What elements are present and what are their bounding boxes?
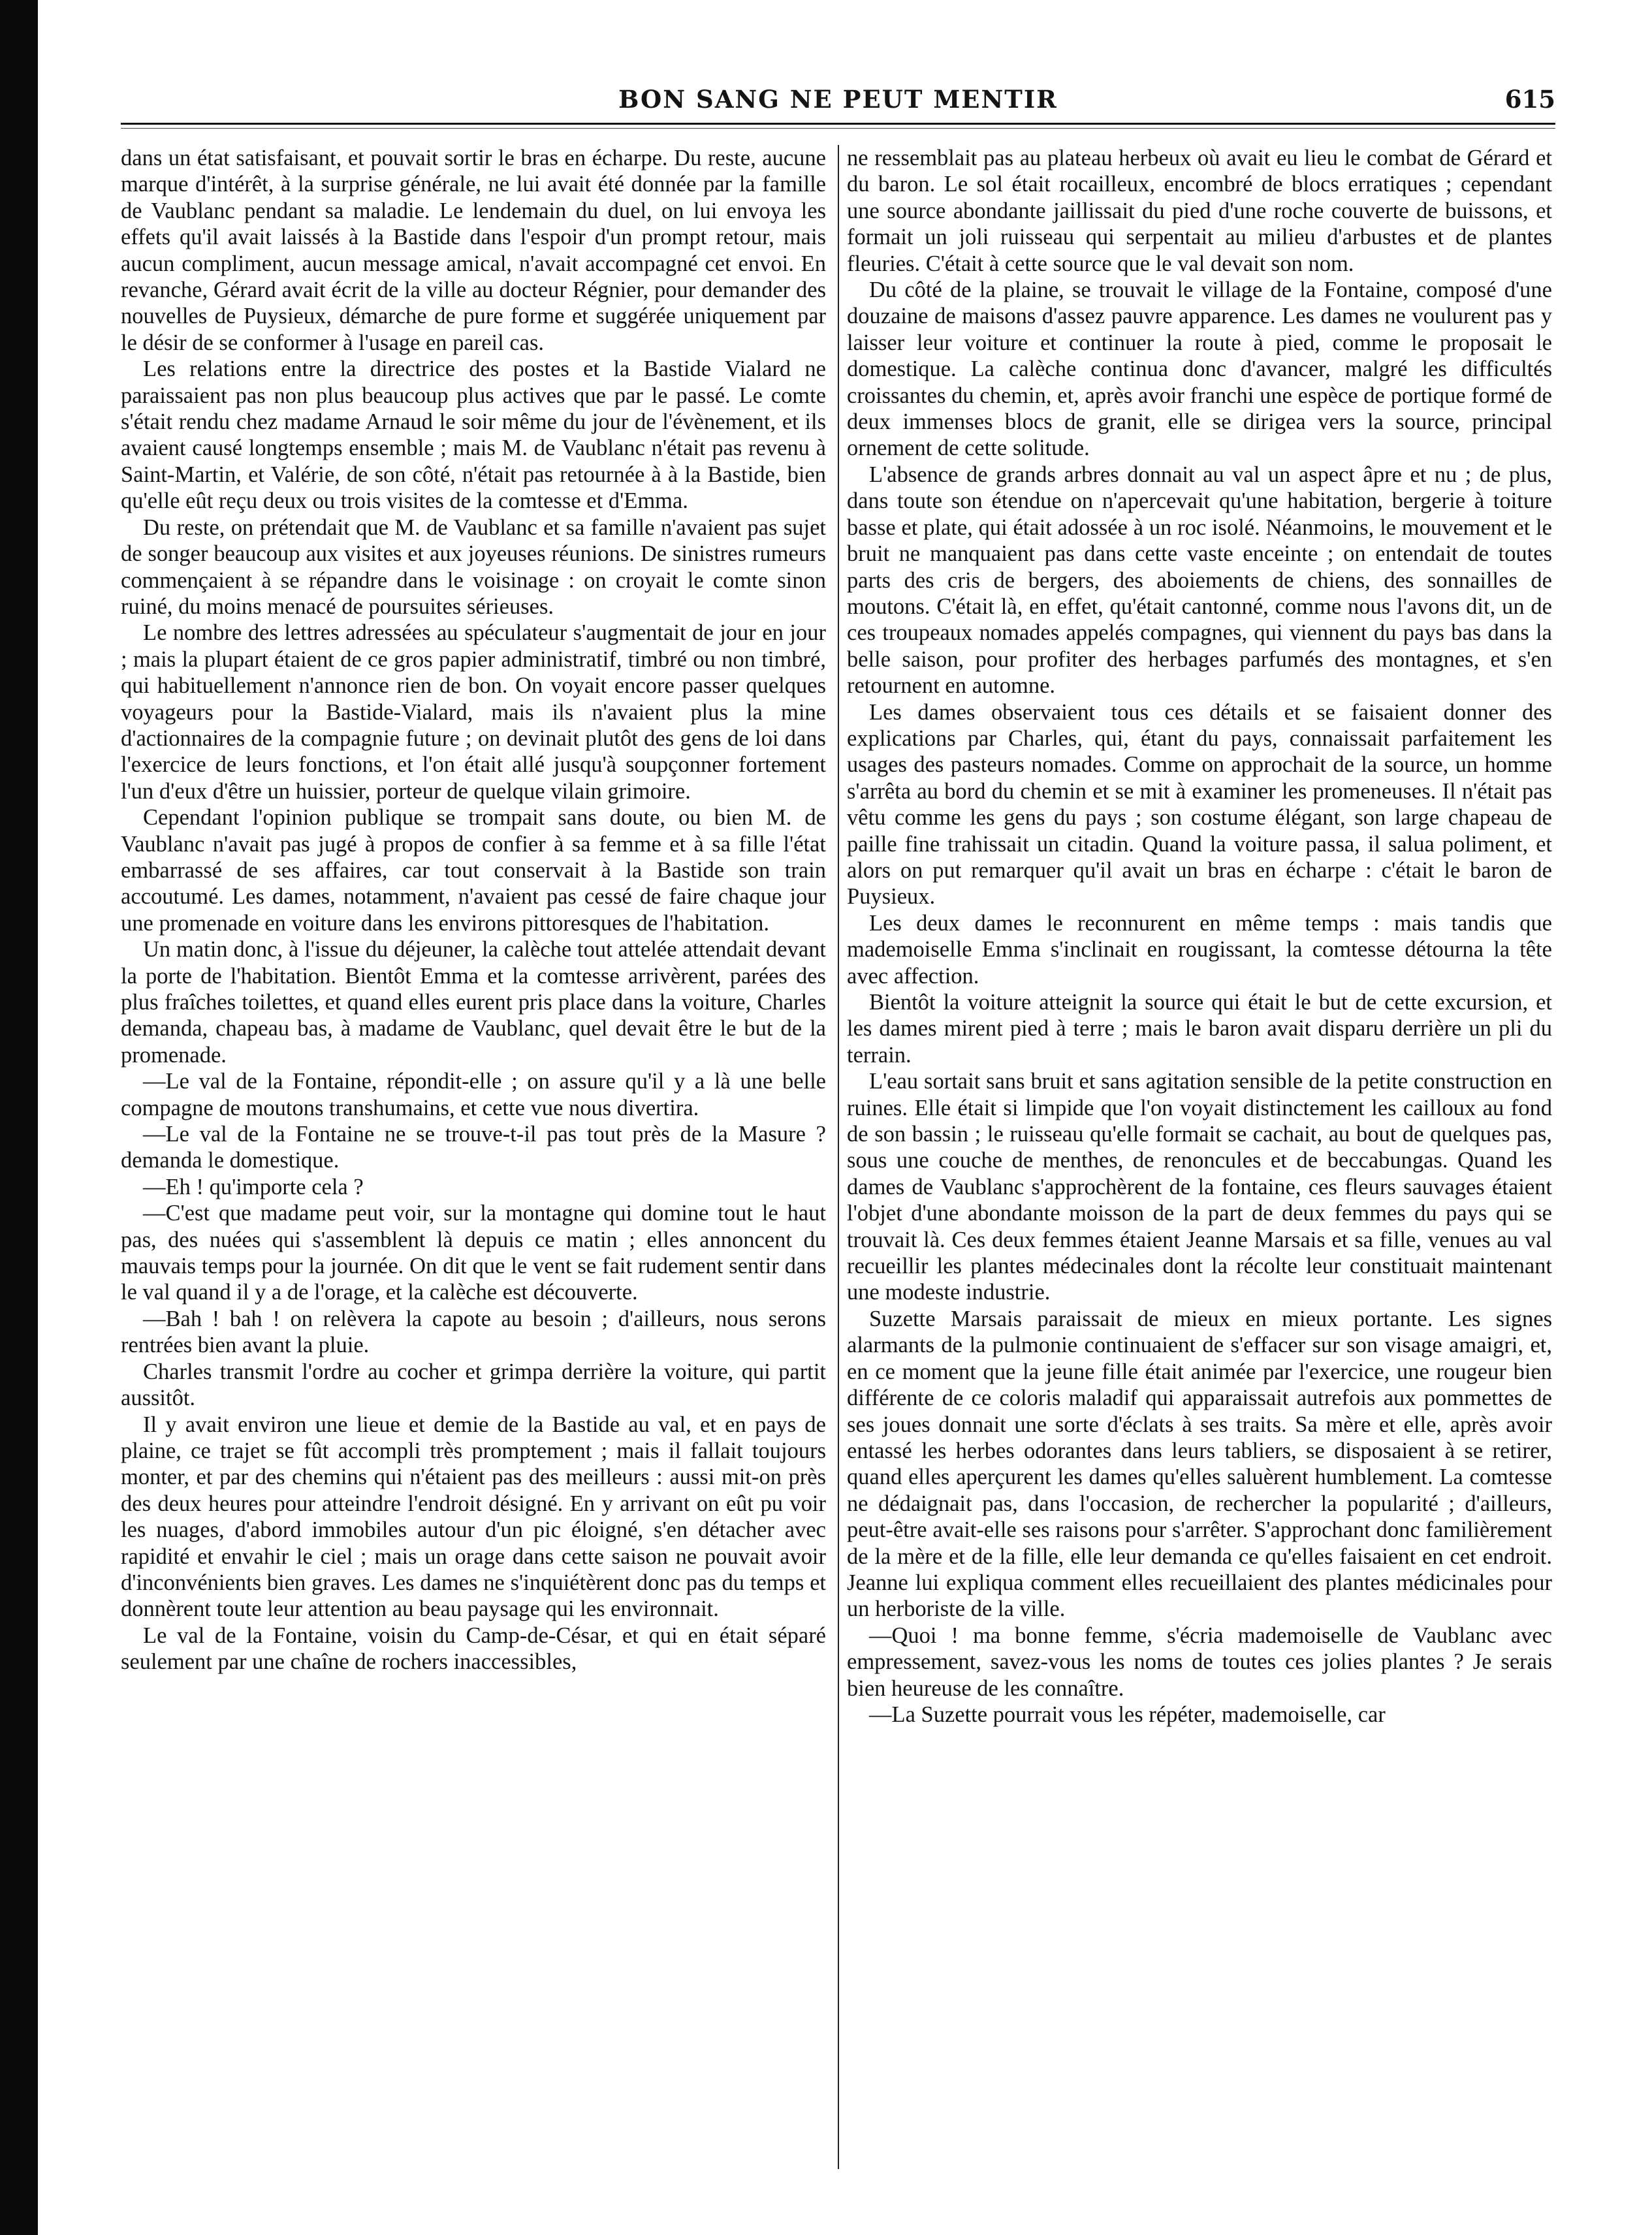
paragraph: —La Suzette pourrait vous les répéter, mademoiselle, car bbox=[869, 1702, 1386, 1727]
paragraph: Bientôt la voiture atteignit la source qui était le but de cette excursion, et les dames mirent pied à terre ; mais le baron avait disparu derrière un pli du terrain. bbox=[847, 990, 1552, 1068]
paragraph: L'eau sortait sans bruit et sans agitation sensible de la petite construction en ruines. Elle était si limpide que l'on voyait distinctement les cailloux au fond de son bassin ; le ruisseau qu'elle formait se cachait, au bout de quelques pas, sous une couche de menthes, de renoncules et de beccabungas. Quand les dames de Vaublanc s'approchèrent de la fontaine, ces fleurs sauvages étaient l'objet d'une abondante moisson de la part de deux femmes du pays qui se trouvait là. Ces deux femmes étaient Jeanne Marsais et sa fille, venues au val recueillir les plantes médecinales dont la récolte leur constituait maintenant une modeste industrie. bbox=[847, 1069, 1552, 1305]
header-rule-thin bbox=[121, 128, 1555, 129]
paragraph: Le val de la Fontaine, voisin du Camp-de-César, et qui en était séparé seulement par une chaîne de rochers inaccessibles, bbox=[121, 1623, 826, 1675]
paragraph: —Eh ! qu'importe cela ? bbox=[143, 1174, 364, 1199]
paragraph: —Bah ! bah ! on relèvera la capote au besoin ; d'ailleurs, nous serons rentrées bien avant la pluie. bbox=[121, 1306, 826, 1358]
column-divider bbox=[838, 145, 839, 2169]
paragraph: —C'est que madame peut voir, sur la montagne qui domine tout le haut pas, des nuées qui s'assemblent là depuis ce matin ; elles annoncent du mauvais temps pour la journée. On dit que le vent se fait rudement sentir dans le val quand il y a de l'orage, et la calèche est découverte. bbox=[121, 1201, 826, 1305]
book-binding-edge bbox=[0, 0, 38, 2235]
paragraph: dans un état satisfaisant, et pouvait sortir le bras en écharpe. Du reste, aucune marque d'intérêt, à la surprise générale, ne lui avait été donnée par la famille de Vaublanc pendant sa maladie. Le lendemain du duel, on lui envoya les effets qu'il avait laissés à la Bastide dans l'espoir d'un prompt retour, mais aucun compliment, aucun message amical, n'avait accompagné cet envoi. En revanche, Gérard avait écrit de la ville au docteur Régnier, pour demander des nouvelles de Puysieux, démarche de pure forme et suggérée uniquement par le désir de se conformer à l'usage en pareil cas. bbox=[121, 146, 826, 355]
paragraph: —Le val de la Fontaine ne se trouve-t-il pas tout près de la Masure ? demanda le domestique. bbox=[121, 1122, 826, 1173]
paragraph: Cependant l'opinion publique se trompait sans doute, ou bien M. de Vaublanc n'avait pas jugé à propos de confier à sa femme et à sa fille l'état embarrassé de ses affaires, car tout conservait à la Bastide son train accoutumé. Les dames, notamment, n'avaient pas cessé de faire chaque jour une promenade en voiture dans les environs pittoresques de l'habitation. bbox=[121, 805, 826, 936]
paragraph: Les dames observaient tous ces détails et se faisaient donner des explications par Charles, qui, étant du pays, connaissait parfaitement les usages des pasteurs nomades. Comme on approchait de la source, un homme s'arrêta au bord du chemin et se mit à examiner les promeneuses. Il n'était pas vêtu comme les gens du pays ; son costume élégant, son large chapeau de paille fine trahissait un citadin. Quand la voiture passa, il salua poliment, et alors on put remarquer qu'il avait un bras en écharpe : c'était le baron de Puysieux. bbox=[847, 699, 1552, 910]
paragraph: ne ressemblait pas au plateau herbeux où avait eu lieu le combat de Gérard et du baron. Le sol était rocailleux, encombré de blocs erratiques ; cependant une source abondante jaillissait du pied d'une roche couverte de buissons, et formait un joli ruisseau qui serpentait au milieu d'arbustes et de plantes fleuries. C'était à cette source que le val devait son nom. bbox=[847, 146, 1552, 276]
paragraph: —Le val de la Fontaine, répondit-elle ; on assure qu'il y a là une belle compagne de moutons transhumains, et cette vue nous divertira. bbox=[121, 1069, 826, 1120]
paragraph: Du côté de la plaine, se trouvait le village de la Fontaine, composé d'une douzaine de maisons d'assez pauvre apparence. Les dames ne voulurent pas y laisser leur voiture et continuer la route à pied, comme le proposait le domestique. La calèche continua donc d'avancer, malgré les difficultés croissantes du chemin, et, après avoir franchi une espèce de portique formé de deux immenses blocs de granit, elle se dirigea vers la source, principal ornement de cette solitude. bbox=[847, 277, 1552, 461]
paragraph: —Quoi ! ma bonne femme, s'écria mademoiselle de Vaublanc avec empressement, savez-vous les noms de toutes ces jolies plantes ? Je serais bien heureuse de les connaître. bbox=[847, 1623, 1552, 1701]
page-header bbox=[121, 85, 1555, 116]
header-rule bbox=[121, 123, 1555, 125]
paragraph: Il y avait environ une lieue et demie de la Bastide au val, et en pays de plaine, ce trajet se fût accompli très promptement ; mais il fallait toujours monter, et par des chemins qui n'étaient pas des meilleurs : aussi mit-on près des deux heures pour atteindre l'endroit désigné. En y arrivant on eût pu voir les nuages, d'abord immobiles autour d'un pic éloigné, s'en détacher avec rapidité et envahir le ciel ; mais un orage dans cette saison ne pouvait avoir d'inconvénients bien graves. Les dames ne s'inquiétèrent donc pas du temps et donnèrent toute leur attention au beau paysage qui les environnait. bbox=[121, 1412, 826, 1622]
right-column bbox=[847, 145, 1552, 1728]
paragraph: Charles transmit l'ordre au cocher et grimpa derrière la voiture, qui partit aussitôt. bbox=[121, 1359, 826, 1411]
paragraph: Du reste, on prétendait que M. de Vaublanc et sa famille n'avaient pas sujet de songer beaucoup aux visites et aux joyeuses réunions. De sinistres rumeurs commençaient à se répandre dans le voisinage : on croyait le comte sinon ruiné, du moins menacé de poursuites sérieuses. bbox=[121, 515, 826, 619]
left-column bbox=[121, 145, 826, 1675]
running-title: BON SANG NE PEUT MENTIR bbox=[618, 85, 1058, 114]
paragraph: Les relations entre la directrice des postes et la Bastide Vialard ne paraissaient pas non plus beaucoup plus actives que par le passé. Le comte s'était rendu chez madame Arnaud le soir même du jour de l'évènement, et ils avaient causé longtemps ensemble ; mais M. de Vaublanc n'était pas revenu à Saint-Martin, et Valérie, de son côté, n'était pas retournée à à la Bastide, bien qu'elle eût reçu deux ou trois visites de la comtesse et d'Emma. bbox=[121, 357, 826, 514]
paragraph: Le nombre des lettres adressées au spéculateur s'augmentait de jour en jour ; mais la plupart étaient de ce gros papier administratif, timbré ou non timbré, qui habituellement n'annonce rien de bon. On voyait encore passer quelques voyageurs pour la Bastide-Vialard, mais ils n'avaient plus la mine d'actionnaires de la compagnie future ; on devinait plutôt des gens de loi dans l'exercice de leurs fonctions, et l'on était allé jusqu'à soupçonner fortement l'un d'eux d'être un huissier, porteur de quelque vilain grimoire. bbox=[121, 620, 826, 804]
paragraph: Les deux dames le reconnurent en même temps : mais tandis que mademoiselle Emma s'inclinait en rougissant, la comtesse détourna la tête avec affection. bbox=[847, 910, 1552, 989]
paragraph: L'absence de grands arbres donnait au val un aspect âpre et nu ; de plus, dans toute son étendue on n'apercevait qu'une habitation, bergerie à toiture basse et plate, qui était adossée à un roc isolé. Néanmoins, le mouvement et le bruit ne manquaient pas dans cette vaste enceinte ; on entendait de toutes parts des cris de bergers, des aboiements de chiens, des sonnailles de moutons. C'était là, en effet, qu'était cantonné, comme nous l'avons dit, un de ces troupeaux nomades appelés compagnes, qui viennent du pays bas dans la belle saison, pour profiter des herbages parfumés des montagnes, et s'en retournent en automne. bbox=[847, 462, 1552, 699]
paragraph: Suzette Marsais paraissait de mieux en mieux portante. Les signes alarmants de la pulmonie continuaient de s'effacer sur son visage amaigri, et, en ce moment que la jeune fille était animée par l'exercice, une rougeur bien différente de ce coloris maladif qui apparaissait autrefois aux pommettes de ses joues donnait une sorte d'éclats à ses traits. Sa mère et elle, après avoir entassé les herbes odorantes dans leurs tabliers, se disposaient à se retirer, quand elles aperçurent les dames qu'elles saluèrent humblement. La comtesse ne dédaignait pas, dans l'occasion, de rechercher la popularité ; d'ailleurs, peut-être avait-elle ses raisons pour s'arrêter. S'approchant donc familièrement de la mère et de la fille, elle leur demanda ce qu'elles faisaient en cet endroit. Jeanne lui expliqua comment elles recueillaient des plantes médicinales pour un herboriste de la ville. bbox=[847, 1306, 1552, 1622]
paragraph: Un matin donc, à l'issue du déjeuner, la calèche tout attelée attendait devant la porte de l'habitation. Bientôt Emma et la comtesse arrivèrent, parées des plus fraîches toilettes, et quand elles eurent pris place dans la voiture, Charles demanda, chapeau bas, à madame de Vaublanc, quel devait être le but de la promenade. bbox=[121, 937, 826, 1068]
page-number: 615 bbox=[1504, 85, 1555, 114]
